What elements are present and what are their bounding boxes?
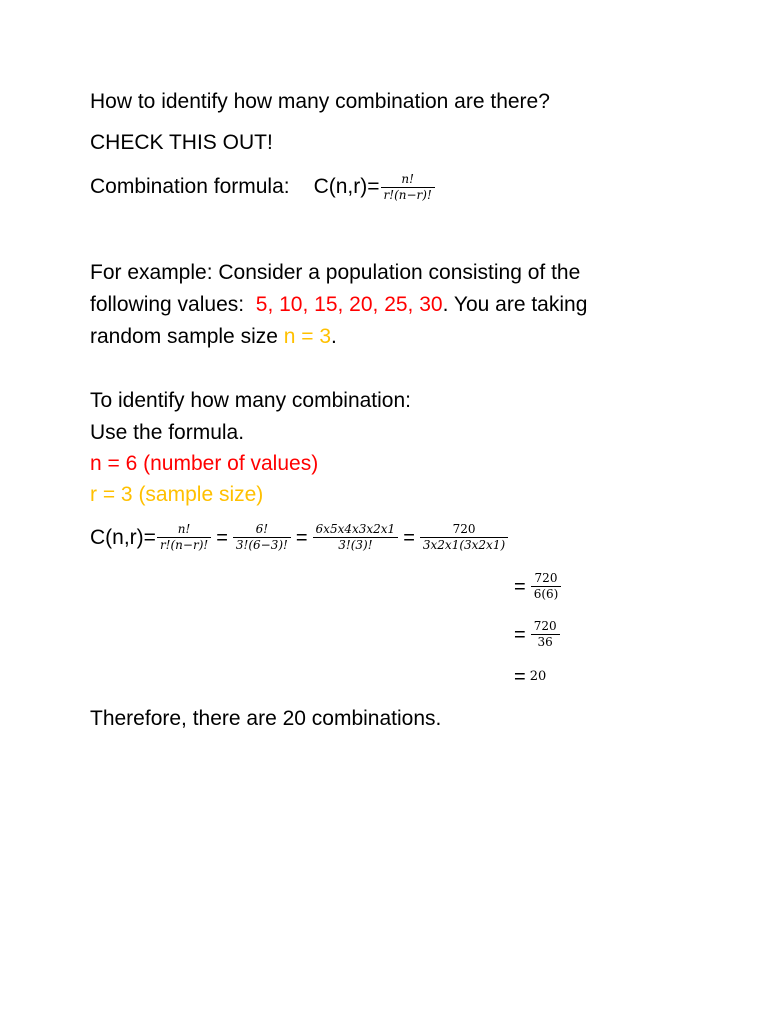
formula-label: Combination formula: [90,175,290,199]
calc-fraction-2: $\frac{6!}{3!(6-3)!}$ [233,522,291,553]
check-text: CHECK THIS OUT! [90,131,273,154]
steps-heading: To identify how many combination: [90,389,411,412]
formula-fraction: $\frac{n!}{r!(n-r)!}$ [381,172,435,203]
calculation-row-3: = $\frac{720}{36}$ [510,619,561,650]
population-values: 5, 10, 15, 20, 25, 30 [255,293,443,316]
calc-fraction-4: $\frac{720}{3x2x1(3x2x1)}$ [420,522,508,553]
formula-line [90,172,436,203]
example-line-2: following values: 5, 10, 15, 20, 25, 30. You are taking [90,293,588,316]
calc-fraction-6: $\frac{720}{36}$ [531,619,560,650]
question-text: How to identify how many combination are there? [90,90,550,113]
calculation-row-4: = 20 [514,666,547,689]
calc-fraction-3: $\frac{6x5x4x3x2x1}{3!(3)!}$ [313,522,399,553]
calculation-row-2: = $\frac{720}{6(6)}$ [510,571,562,602]
calc-fraction-1: $\frac{n!}{r!(n-r)!}$ [157,522,211,553]
use-formula-text: Use the formula. [90,421,245,444]
r-definition: r = 3 (sample size) [90,483,264,506]
calculation-row-1: C(n,r)= $\frac{n!}{r!(n-r)!}$ = $\frac{6!}{3!(6-3)!}$ = $\frac{6x5x4x3x2x1}{3!(3)!}$ = $\frac{720}{3x2x1(3x2x1)}$ [90,522,509,553]
calc-lhs: C(n,r)= [90,525,156,549]
calc-fraction-5: $\frac{720}{6(6)}$ [531,571,562,602]
calc-result: 20 [529,669,547,685]
example-line-1: For example: Consider a population consisting of the [90,261,581,284]
sample-size: n = 3 [283,325,332,348]
formula-lhs: C(n,r)= [313,175,380,199]
n-definition: n = 6 (number of values) [90,452,319,475]
example-line-3: random sample size n = 3. [90,325,337,348]
conclusion-text: Therefore, there are 20 combinations. [90,707,442,730]
